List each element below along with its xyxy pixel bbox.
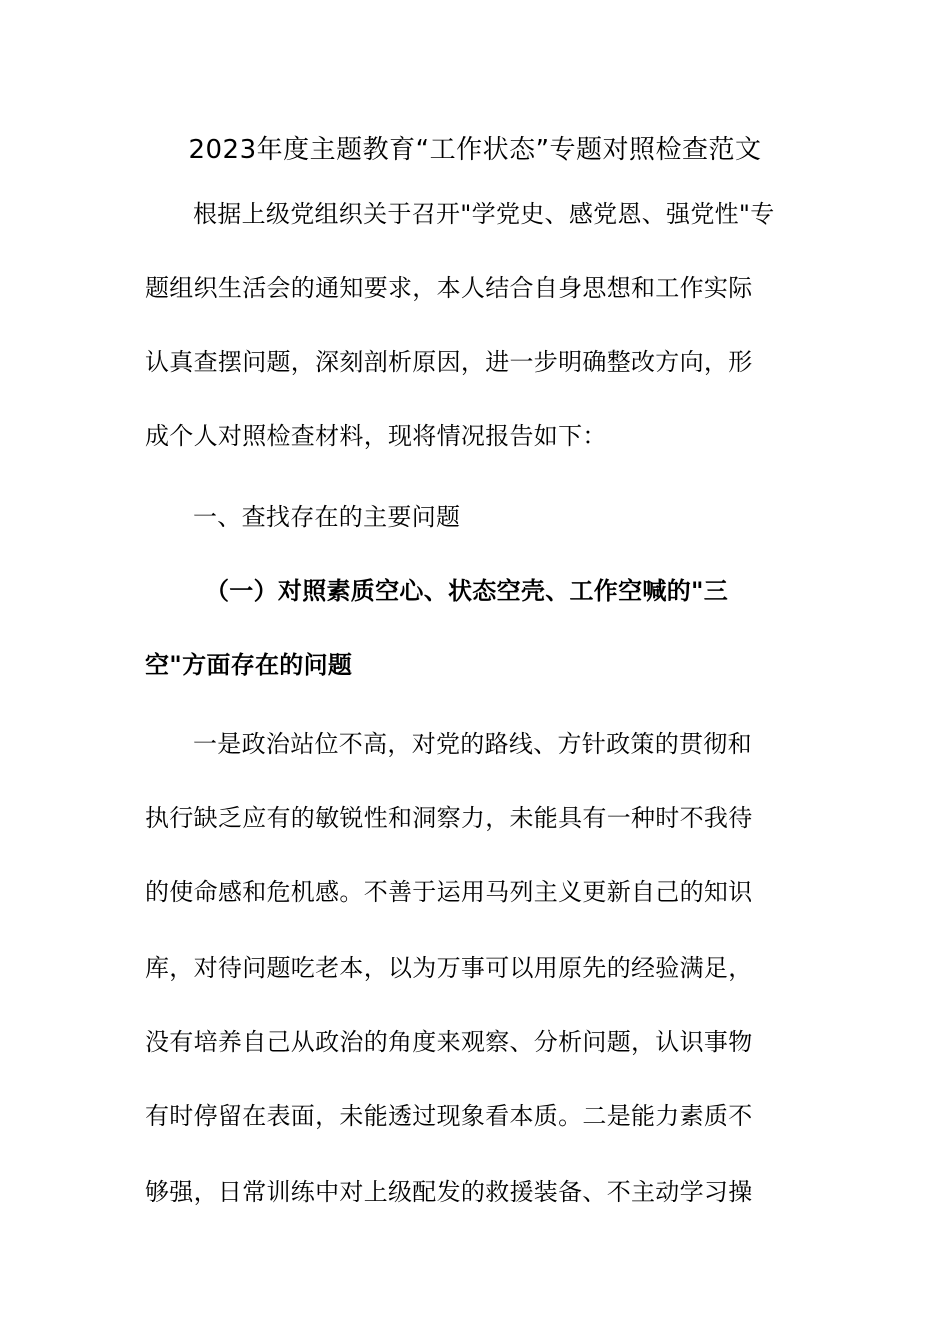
paragraph-intro-line-3: 认真查摆问题，深刻剖析原因，进一步明确整改方向，形 xyxy=(145,348,753,376)
subsection-heading-line-1: （一）对照素质空心、状态空壳、工作空喊的"三 xyxy=(205,577,729,605)
paragraph-body-line-6: 有时停留在表面，未能透过现象看本质。二是能力素质不 xyxy=(145,1102,753,1130)
paragraph-body-line-1: 一是政治站位不高，对党的路线、方针政策的贯彻和 xyxy=(193,730,752,758)
paragraph-body-line-7: 够强，日常训练中对上级配发的救援装备、不主动学习操 xyxy=(145,1178,753,1206)
paragraph-intro-line-1: 根据上级党组织关于召开"学党史、感党恩、强党性"专 xyxy=(193,200,775,228)
paragraph-body-line-4: 库，对待问题吃老本，以为万事可以用原先的经验满足， xyxy=(145,954,753,982)
paragraph-intro-line-4: 成个人对照检查材料，现将情况报告如下： xyxy=(145,422,607,450)
paragraph-body-line-5: 没有培养自己从政治的角度来观察、分析问题，认识事物 xyxy=(145,1028,753,1056)
paragraph-body-line-3: 的使命感和危机感。不善于运用马列主义更新自己的知识 xyxy=(145,878,753,906)
paragraph-body-line-2: 执行缺乏应有的敏锐性和洞察力，未能具有一种时不我待 xyxy=(145,804,753,832)
subsection-heading-line-2: 空"方面存在的问题 xyxy=(145,651,353,679)
document-title: 2023年度主题教育“工作状态”专题对照检查范文 xyxy=(188,135,762,165)
paragraph-intro-line-2: 题组织生活会的通知要求，本人结合自身思想和工作实际 xyxy=(145,274,753,302)
section-heading-1: 一、查找存在的主要问题 xyxy=(193,503,461,531)
